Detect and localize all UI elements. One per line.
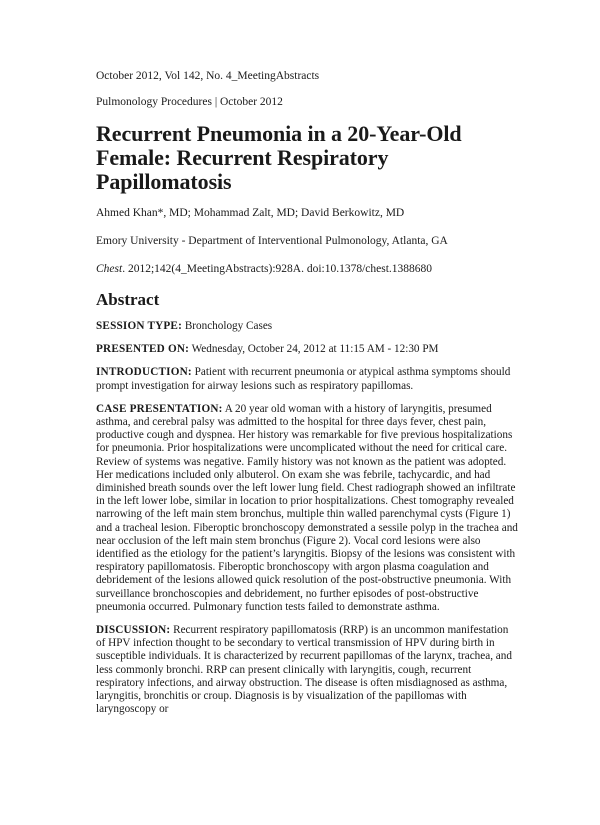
issue-line: October 2012, Vol 142, No. 4_MeetingAbstracts [96,70,320,82]
abstract-heading: Abstract [96,290,160,309]
article-title: Recurrent Pneumonia in a 20-Year-Old Female: Recurrent Respiratory Papillomatosis [96,121,462,194]
citation [96,262,516,277]
author-list: Ahmed Khan*, MD; Mohammad Zalt, MD; David Berkowitz, MD [96,207,405,219]
presented-on-value: Wednesday, October 24, 2012 at 11:15 AM - 12:30 PM [189,343,439,356]
session-type-label: SESSION TYPE: [96,320,183,332]
discussion-text: Recurrent respiratory papillomatosis (RRP) is an uncommon manifestation of HPV infection thought to be secondary to vertical transmission of HPV during birth in susceptible individuals. It is characterized by recurrent papillomas of the larynx, trachea, and less commonly bronchi. RRP can present clinically with laryngitis, cough, recurrent respiratory infections, and airway obstruction. The disease is often misdiagnosed as asthma, laryngitis, bronchitis or croup. Diagnosis is by visualization of the papillomas with laryngoscopy or [96,624,512,716]
introduction-text: Patient with recurrent pneumonia or atypical asthma symptoms should prompt investigation for airway lesions such as respiratory papillomas. [96,366,511,392]
discussion-paragraph [96,624,518,716]
article-page [96,68,516,726]
presented-on [96,343,518,356]
introduction-label: INTRODUCTION: [96,366,192,379]
affiliation: Emory University - Department of Interventional Pulmonology, Atlanta, GA [96,235,448,247]
case-presentation-label: CASE PRESENTATION: [96,402,223,415]
citation-journal: Chest [96,263,123,275]
case-presentation-paragraph [96,403,518,614]
discussion-label: DISCUSSION: [96,624,171,637]
case-presentation-text: A 20 year old woman with a history of laryngitis, presumed asthma, and cerebral palsy was admitted to the hospital for three days fever, chest pain, productive cough and dyspnea. Her history was remarkable for five previous hospitalizations for pneumonia. Prior hospitalizations were uncomplicated without the need for critical care. Review of systems was negative. Family history was not known as the patient was adopted. Her medications included only albuterol. On exam she was febrile, tachycardic, and had diminished breath sounds over the left lower lung field. Chest radiograph showed an infiltrate in the left lower lobe, similar in location to prior hospitalizations. Chest tomography revealed narrowing of the left main stem bronchus, multiple thin walled parenchymal cysts (Figure 1) and a tracheal lesion. Fiberoptic bronchoscopy demonstrated a sessile polyp in the trachea and near occlusion of the left main stem bronchus (Figure 2). Vocal cord lesions were also identified as the etiology for the patient’s laryngitis. Biopsy of the lesions was consistent with respiratory papillomatosis. Fiberoptic bronchoscopy with argon plasma coagulation and debridement of the lesions allowed quick resolution of the post-obstructive pneumonia. With surveillance bronchoscopies and debridement, no further episodes of post-obstructive pneumonia occurred. Pulmonary function tests failed to demonstrate asthma. [96,402,518,613]
session-type-value: Bronchology Cases [182,320,273,332]
presented-on-label: PRESENTED ON: [96,343,190,356]
section-line: Pulmonology Procedures | October 2012 [96,96,283,108]
citation-details: . 2012;142(4_MeetingAbstracts):928A. doi:10.1378/chest.1388680 [122,263,433,275]
session-type [96,320,518,333]
introduction-paragraph [96,366,518,392]
